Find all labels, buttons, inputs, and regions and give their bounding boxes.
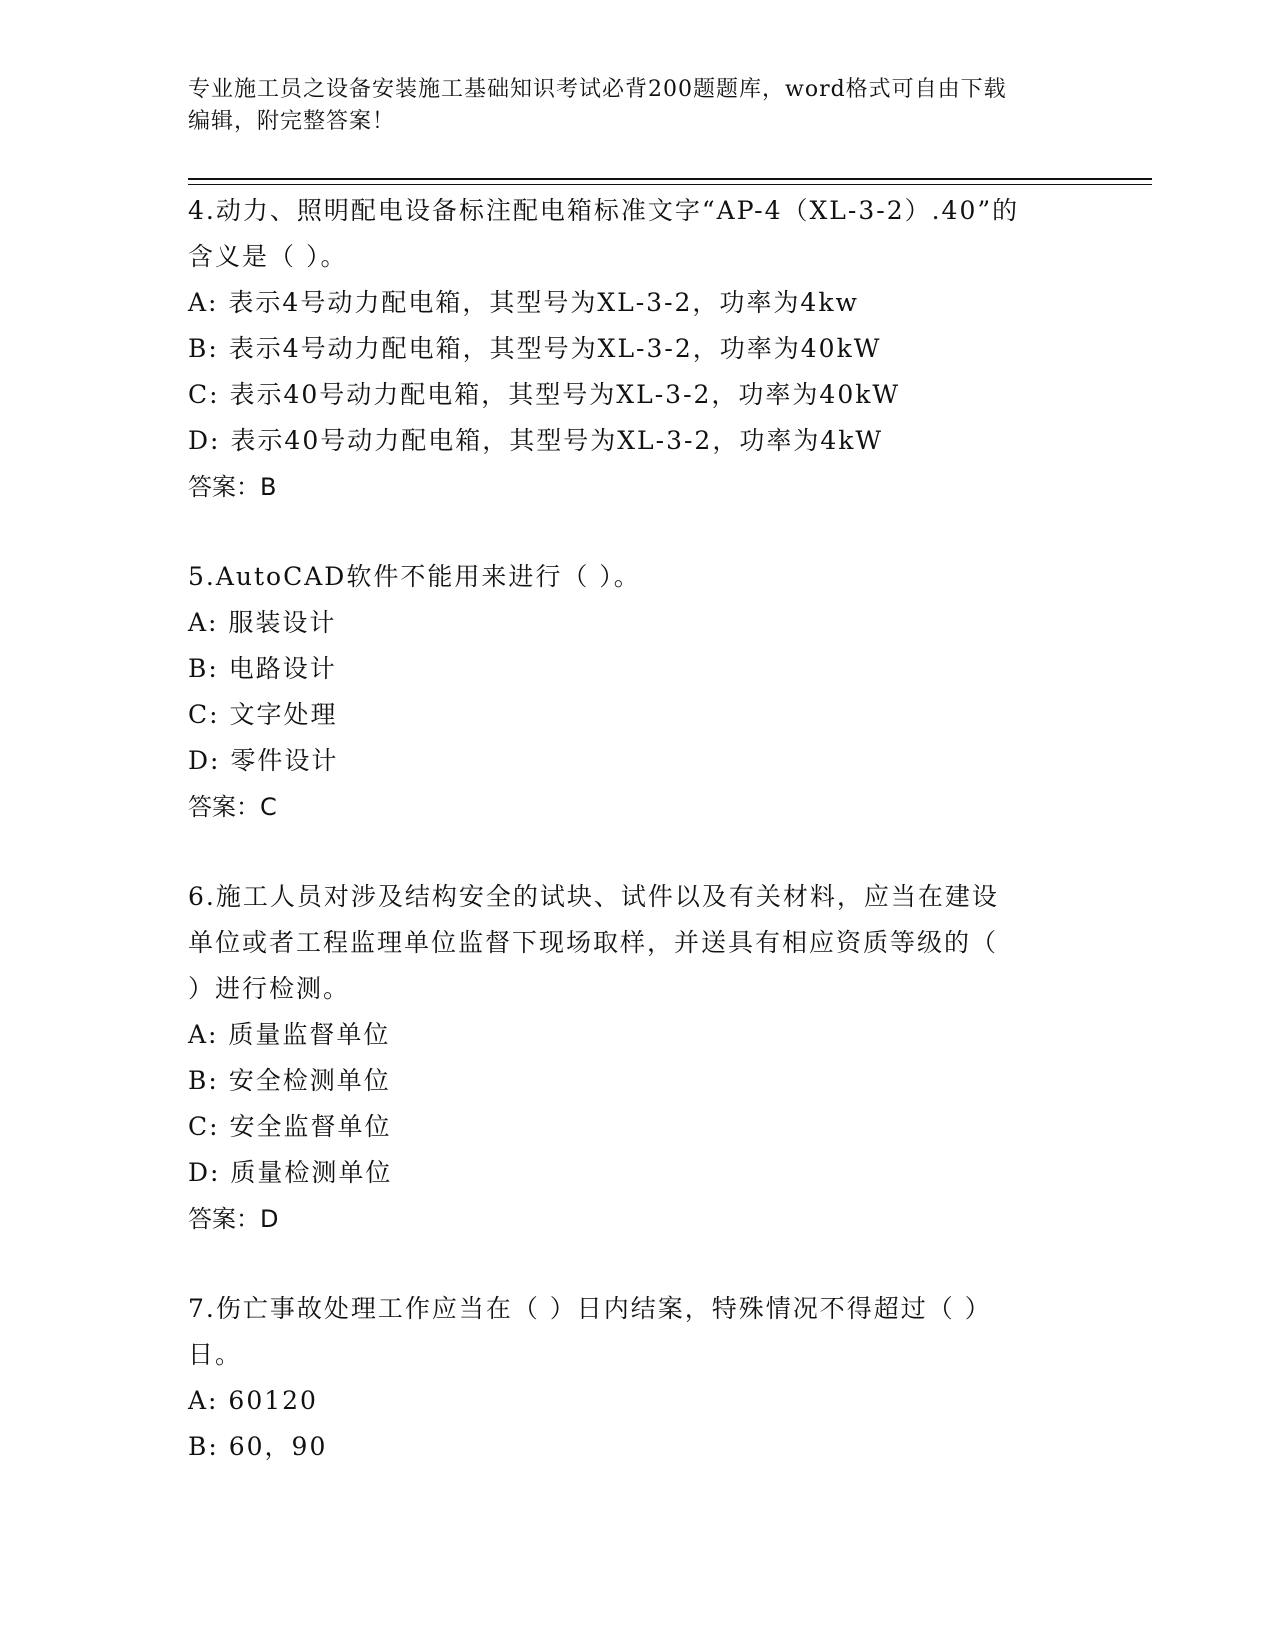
question-4 [188,188,1088,510]
answer-text: 答案：B [188,473,277,501]
question-6 [188,874,1088,1242]
question-spacer [188,1242,1088,1286]
question-text-line: ）进行检测。 [188,974,351,1003]
option-c: C: 安全监督单位 [188,1112,392,1141]
question-text-line: 含义是（ ）。 [188,242,348,271]
option-a: A: 表示4号动力配电箱，其型号为XL-3-2，功率为4kw [188,288,859,317]
header-divider-thin [188,184,1152,185]
header-divider-thick [188,178,1152,180]
document-header [188,74,1088,138]
question-text-line: 单位或者工程监理单位监督下现场取样，并送具有相应资质等级的（ [188,928,999,957]
question-5 [188,554,1088,830]
question-text-line: 4.动力、照明配电设备标注配电箱标准文字“AP-4（XL-3-2）.40”的 [188,196,1020,225]
answer-text: 答案：C [188,793,277,821]
option-c: C: 表示40号动力配电箱，其型号为XL-3-2，功率为40kW [188,380,901,409]
option-a: A: 质量监督单位 [188,1020,391,1049]
question-spacer [188,510,1088,554]
option-c: C: 文字处理 [188,700,338,729]
answer-text: 答案：D [188,1205,279,1233]
option-b: B: 安全检测单位 [188,1066,391,1095]
question-spacer [188,830,1088,874]
question-7 [188,1286,1088,1470]
header-line-1: 专业施工员之设备安装施工基础知识考试必背200题题库，word格式可自由下载 [188,77,1007,102]
question-text-line: 5.AutoCAD软件不能用来进行（ ）。 [188,562,641,591]
question-text-line: 日。 [188,1340,243,1369]
question-text-line: 6.施工人员对涉及结构安全的试块、试件以及有关材料，应当在建设 [188,882,999,911]
option-b: B: 60，90 [188,1432,328,1461]
option-d: D: 表示40号动力配电箱，其型号为XL-3-2，功率为4kW [188,426,884,455]
option-b: B: 电路设计 [188,654,337,683]
option-a: A: 60120 [188,1386,318,1415]
question-text-line: 7.伤亡事故处理工作应当在（ ）日内结案，特殊情况不得超过（ ） [188,1294,992,1323]
question-list [188,188,1088,1470]
header-line-2: 编辑，附完整答案！ [188,109,396,134]
option-b: B: 表示4号动力配电箱，其型号为XL-3-2，功率为40kW [188,334,882,363]
option-d: D: 零件设计 [188,746,339,775]
option-d: D: 质量检测单位 [188,1158,393,1187]
option-a: A: 服装设计 [188,608,337,637]
